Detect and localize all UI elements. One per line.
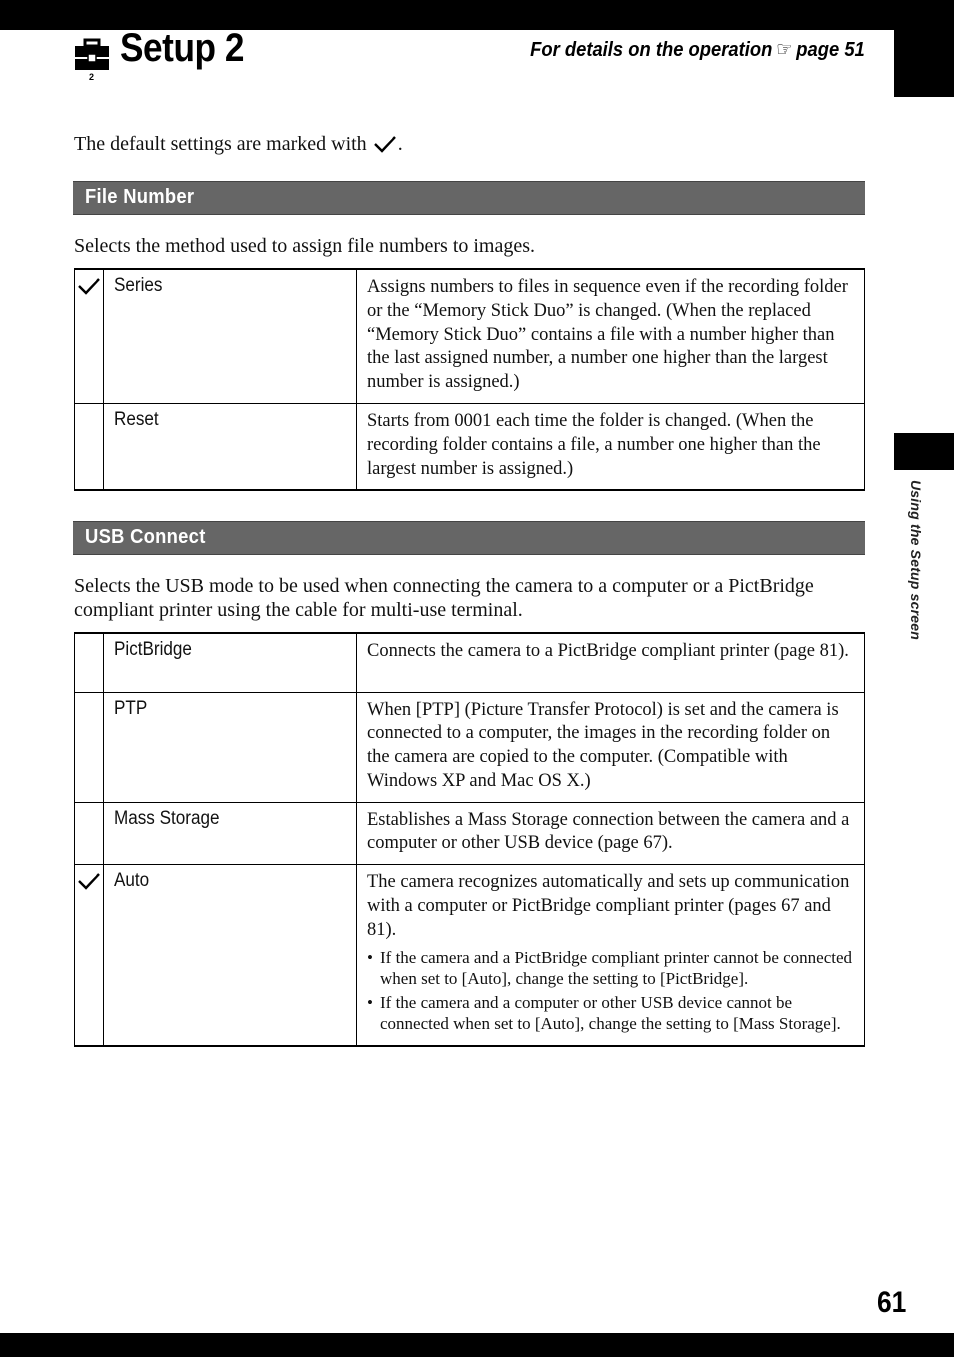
section-intro-file-number: Selects the method used to assign file numbers to images. [74, 235, 536, 257]
option-description: Establishes a Mass Storage connection between the camera and a computer or other USB device (page 67). [357, 802, 865, 865]
option-name: Reset [104, 403, 357, 490]
table-row [75, 403, 865, 490]
table-row [75, 269, 865, 403]
table-row [75, 633, 865, 692]
option-name: Series [104, 269, 357, 403]
section-heading-file-number: File Number [73, 181, 865, 215]
note-item: • If the camera and a PictBridge compliant printer cannot be connected when set to [Auto], change the setting to [PictBridge]. [367, 947, 856, 989]
page-number: 61 [876, 1286, 906, 1319]
option-description: When [PTP] (Picture Transfer Protocol) is set and the camera is connected to a computer, the images in the recording folder on the camera are copied to the computer. (Compatible with Windows XP and Mac OS X.) [357, 692, 865, 802]
table-row [75, 802, 865, 865]
check-icon [374, 135, 396, 153]
bottom-bar [0, 1333, 954, 1357]
table-row [75, 692, 865, 802]
operation-reference [530, 37, 865, 62]
check-icon [78, 872, 100, 890]
option-name: PTP [104, 692, 357, 802]
option-description: Starts from 0001 each time the folder is changed. (When the recording folder contains a file, a number one higher than the largest number is assigned.) [357, 403, 865, 490]
option-name: Mass Storage [104, 802, 357, 865]
default-note-text: The default settings are marked with [74, 133, 367, 155]
option-description-text: The camera recognizes automatically and sets up communication with a computer or PictBridge compliant printer (pages 67 and 81). [367, 872, 850, 940]
icon-subscript: 2 [89, 72, 95, 82]
section-intro-usb-connect: Selects the USB mode to be used when connecting the camera to a computer or a PictBridge compliant printer using the cable for multi-use terminal. [74, 575, 814, 621]
option-description: Connects the camera to a PictBridge compliant printer (page 81). [357, 633, 865, 692]
default-note [74, 133, 403, 156]
note-list [367, 947, 856, 1034]
reference-page: page 51 [796, 39, 865, 61]
side-label: Using the Setup screen [908, 480, 924, 640]
option-description: Assigns numbers to files in sequence even if the recording folder or the “Memory Stick Duo” is changed. (When the replaced “Memory Stick Duo” contains a file with a number higher than the last assigned number, a number one higher than the largest number is assigned.) [357, 269, 865, 403]
check-icon [78, 277, 100, 295]
file-number-table [74, 268, 865, 491]
toolbox-icon [74, 38, 110, 82]
default-note-period: . [397, 133, 403, 155]
page-title: Setup 2 [120, 26, 245, 70]
default-check-cell [75, 633, 104, 692]
default-check-cell [75, 403, 104, 490]
default-check-cell [75, 692, 104, 802]
reference-prefix: For details on the operation [530, 39, 773, 61]
corner-tab [894, 30, 954, 97]
note-item: • If the camera and a computer or other USB device cannot be connected when set to [Auto], change the setting to [Mass Storage]. [367, 992, 856, 1034]
usb-connect-table [74, 632, 865, 1047]
option-description [357, 865, 865, 1046]
option-name: PictBridge [104, 633, 357, 692]
default-check-cell [75, 269, 104, 403]
option-name: Auto [104, 865, 357, 1046]
side-tab [894, 433, 954, 470]
default-check-cell [75, 802, 104, 865]
section-heading-usb-connect: USB Connect [73, 521, 865, 555]
pointing-hand-icon: ☞ [776, 39, 793, 61]
default-check-cell [75, 865, 104, 1046]
table-row [75, 865, 865, 1046]
